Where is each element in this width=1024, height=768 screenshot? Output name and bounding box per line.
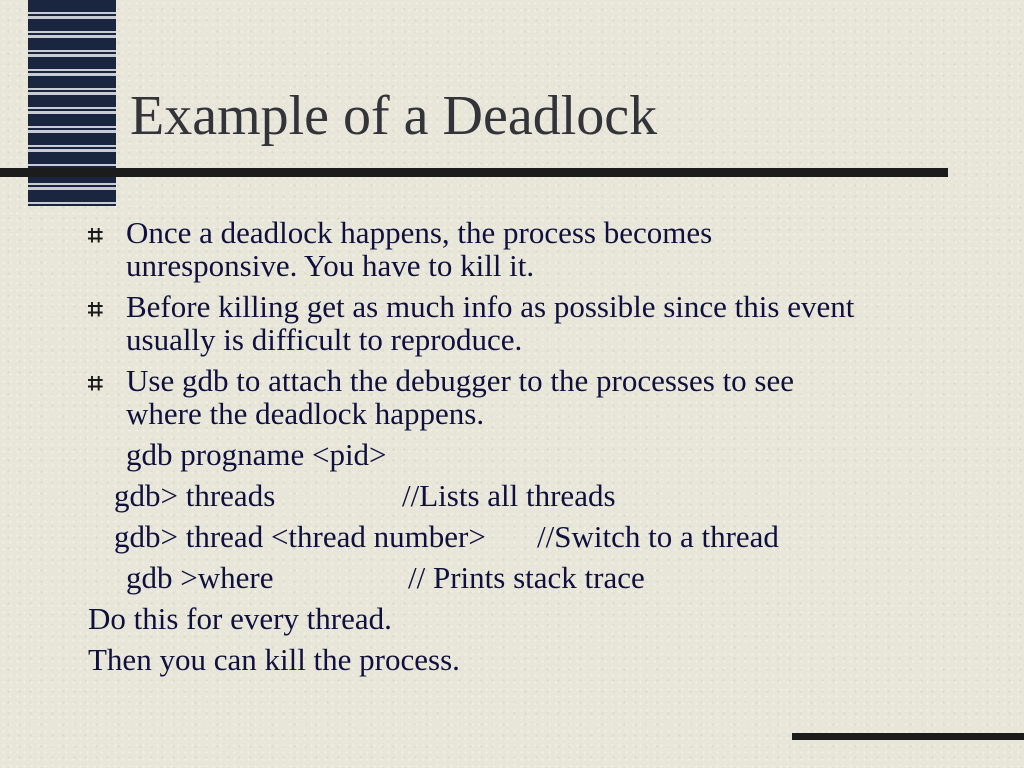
gdb-command-line [88,479,988,512]
title-rule [0,168,948,177]
bullet-item [88,290,988,356]
hash-bullet-icon: ⌗ [88,221,103,251]
gdb-command-line [88,520,988,553]
gdb-comment: //Switch to a thread [537,519,779,554]
bullet-line: unresponsive. You have to kill it. [126,248,535,283]
closing-line: Then you can kill the process. [88,642,460,677]
bullet-line: Use gdb to attach the debugger to the processes to see [126,363,795,398]
slide-title: Example of a Deadlock [130,85,658,147]
gdb-command: gdb> threads [114,478,276,513]
hash-bullet-icon: ⌗ [88,369,103,399]
closing-line: Do this for every thread. [88,601,392,636]
bullet-line: Once a deadlock happens, the process becomes [126,215,713,250]
hash-bullet-icon: ⌗ [88,295,103,325]
gdb-command-line [88,561,988,594]
gdb-command: gdb> thread <thread number> [114,519,486,554]
gdb-comment: // Prints stack trace [408,560,645,595]
gdb-command-line [88,438,988,471]
bullet-line: Before killing get as much info as possible since this event [126,289,855,324]
gdb-command: gdb progname <pid> [126,437,387,472]
bullet-item [88,364,988,430]
gdb-command: gdb >where [126,560,274,595]
bullet-line: where the deadlock happens. [126,396,485,431]
bottom-rule [792,733,1024,740]
bullet-line: usually is difficult to reproduce. [126,322,523,357]
bullet-item [88,216,988,282]
gdb-comment: //Lists all threads [402,478,616,513]
slide-body [88,216,988,676]
